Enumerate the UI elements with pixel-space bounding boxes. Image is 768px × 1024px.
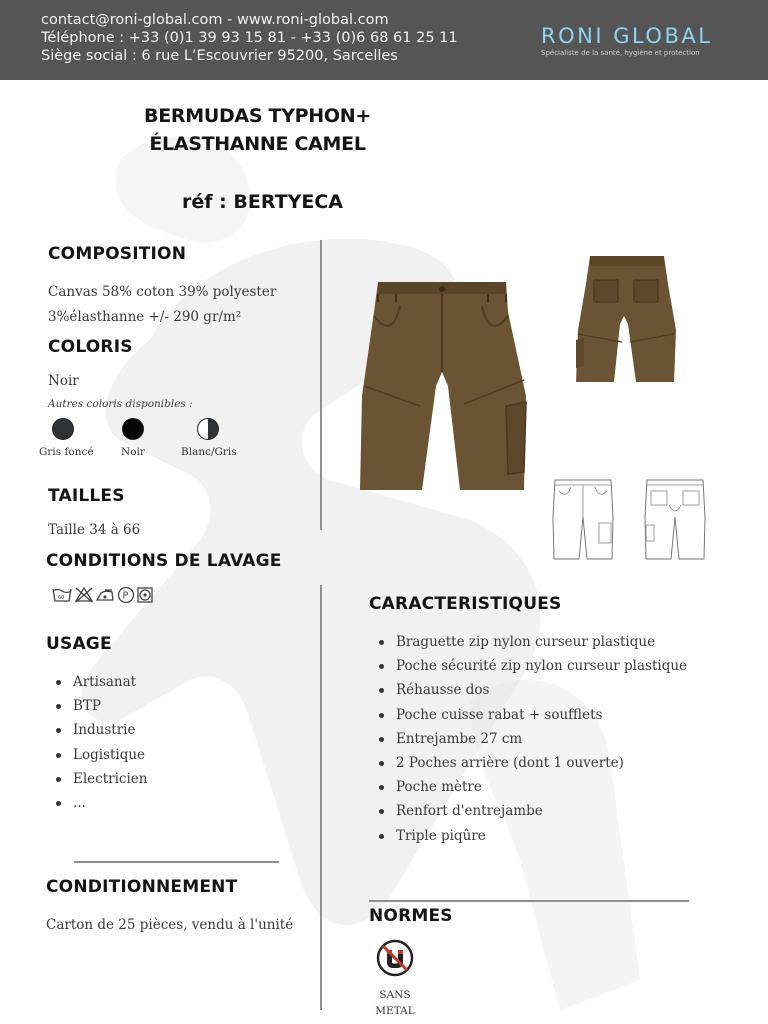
column-divider-bottom: [320, 585, 322, 1010]
composition-text: [48, 280, 276, 330]
list-item: 2 Poches arrière (dont 1 ouverte): [369, 751, 687, 775]
list-item: Réhausse dos: [369, 678, 687, 702]
swatch-noir: [122, 418, 144, 440]
conditionnement-value: Carton de 25 pièces, vendu à l'unité: [46, 917, 294, 933]
logo-wordmark: RONI GLOBAL: [541, 24, 713, 48]
no-metal-label-line-2: METAL: [375, 1005, 415, 1017]
swatch-blanc-gris: [197, 418, 219, 440]
divider-normes: [369, 900, 689, 902]
product-reference: réf : BERTYECA: [182, 191, 343, 213]
no-metal-label-line-1: SANS: [379, 989, 411, 1001]
swatch-label-blanc-gris: Blanc/Gris: [181, 446, 237, 458]
list-item: Braguette zip nylon curseur plastique: [369, 630, 687, 654]
svg-text:60: 60: [58, 595, 65, 601]
contact-email-line: contact@roni-global.com - www.roni-global.com: [41, 12, 389, 28]
caracteristiques-heading: CARACTERISTIQUES: [369, 594, 562, 614]
iron-icon: [97, 590, 113, 600]
product-title: [90, 102, 425, 158]
list-item: Poche mètre: [369, 775, 687, 799]
normes-heading: NORMES: [369, 906, 453, 926]
technical-drawing-front: [551, 477, 615, 561]
main-color: Noir: [48, 373, 79, 389]
product-title-line-1: BERMUDAS TYPHON+: [144, 105, 371, 127]
composition-line-2: 3%élasthanne +/- 290 gr/m²: [48, 309, 242, 325]
product-title-line-2: ÉLASTHANNE CAMEL: [149, 133, 366, 155]
composition-line-1: Canvas 58% coton 39% polyester: [48, 284, 277, 300]
no-metal-label: [370, 987, 420, 1019]
contact-info: [41, 11, 458, 65]
tailles-heading: TAILLES: [48, 486, 125, 506]
column-divider-top: [320, 240, 322, 530]
roni-global-logo: [541, 24, 741, 64]
no-bleach-icon: [76, 588, 92, 602]
list-item: Artisanat: [46, 670, 147, 694]
list-item: Logistique: [46, 743, 147, 767]
list-item: BTP: [46, 694, 147, 718]
divider-conditionnement: [74, 861, 279, 863]
swatch-gris-fonce: [52, 418, 74, 440]
contact-phone-line: Téléphone : +33 (0)1 39 93 15 81 - +33 (0)6 68 61 25 11: [41, 30, 458, 46]
list-item: Poche cuisse rabat + soufflets: [369, 703, 687, 727]
usage-list: [46, 670, 147, 815]
usage-heading: USAGE: [46, 634, 112, 654]
no-metal-icon: [376, 939, 414, 977]
list-item: Industrie: [46, 718, 147, 742]
list-item: Entrejambe 27 cm: [369, 727, 687, 751]
conditionnement-heading: CONDITIONNEMENT: [46, 877, 238, 897]
lavage-heading: CONDITIONS DE LAVAGE: [46, 551, 282, 571]
technical-drawing-back: [643, 477, 707, 561]
svg-text:P: P: [122, 590, 129, 602]
product-photo-front: [356, 276, 530, 494]
dry-clean-p-icon: [119, 588, 134, 603]
list-item: ...: [46, 791, 147, 815]
list-item: Electricien: [46, 767, 147, 791]
contact-header: [0, 0, 768, 80]
tumble-dry-icon: [138, 588, 152, 602]
swatch-label-gris-fonce: Gris foncé: [39, 446, 94, 458]
caracteristiques-list: [369, 630, 687, 848]
wash-60-icon: [53, 589, 71, 601]
swatch-label-noir: Noir: [121, 446, 145, 458]
logo-tagline: Spécialiste de la santé, hygiène et protection: [541, 49, 700, 57]
list-item: Renfort d'entrejambe: [369, 799, 687, 823]
composition-heading: COMPOSITION: [48, 244, 187, 264]
list-item: Triple piqûre: [369, 824, 687, 848]
product-photo-back: [574, 254, 678, 384]
contact-address-line: Siège social : 6 rue L’Escouvrier 95200, Sarcelles: [41, 48, 398, 64]
care-symbols: [52, 585, 162, 605]
list-item: Poche sécurité zip nylon curseur plastique: [369, 654, 687, 678]
coloris-heading: COLORIS: [48, 337, 133, 357]
tailles-value: Taille 34 à 66: [48, 522, 141, 538]
other-colors-label: Autres coloris disponibles :: [48, 398, 193, 410]
